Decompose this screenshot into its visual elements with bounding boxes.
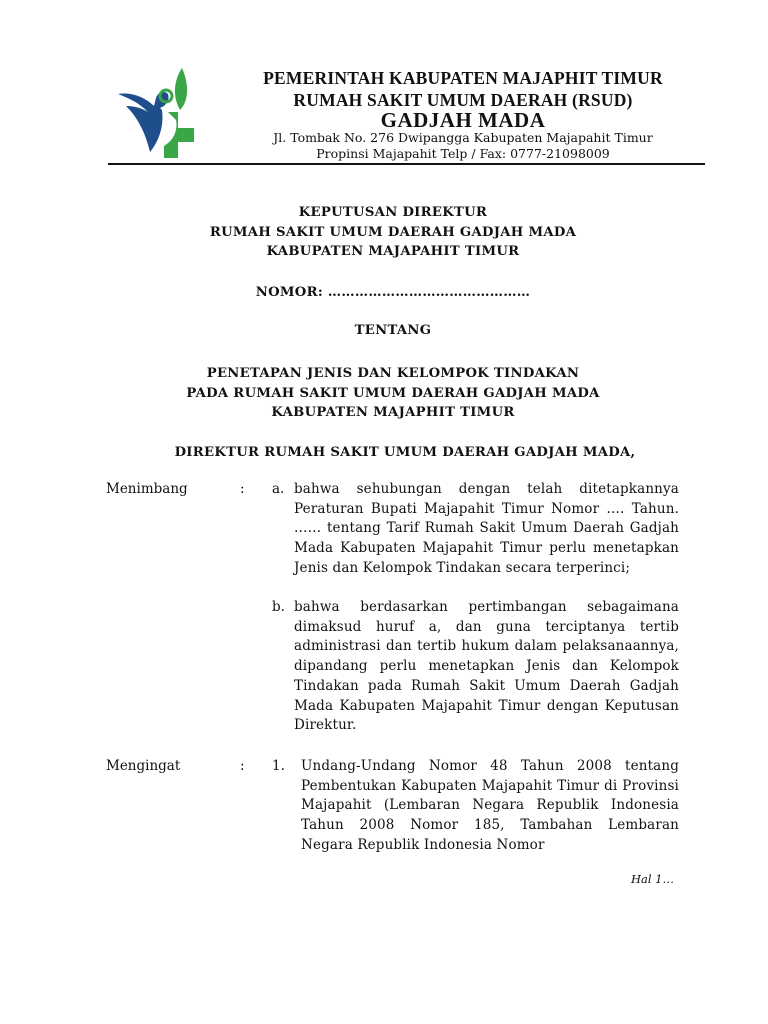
letterhead-address: Jl. Tombak No. 276 Dwipangga Kabupaten Majapahit Timur — [273, 130, 653, 145]
decree-director: DIREKTUR RUMAH SAKIT UMUM DAERAH GADJAH MADA, — [174, 445, 636, 460]
logo-green-cross — [164, 112, 194, 158]
page-number: Hal 1… — [630, 872, 674, 886]
decree-region: KABUPATEN MAJAPAHIT TIMUR — [266, 244, 520, 259]
menimbang-item-a-marker: a. — [272, 481, 285, 497]
menimbang-colon: : — [240, 481, 245, 497]
menimbang-item-a-text: bahwa sehubungan dengan telah ditetapkannya Peraturan Bupati Majapahit Timur Nomor …. Tahun. …… tentang Tarif Rumah Sakit Umum Daerah Gadjah Mada Kabupaten Majapahit Timur perlu menetapkan Jenis dan Kelompok Tindakan secara terperinci; — [294, 481, 679, 576]
menimbang-item-b-text: bahwa berdasarkan pertimbangan sebagaimana dimaksud huruf a, dan guna terciptanya tertib administrasi dan tertib hukum dalam pelaksanaannya, dipandang perlu menetapkan Jenis dan Kelompok Tindakan pada Rumah Sakit Umum Daerah Gadjah Mada Kabupaten Majapahit Timur dengan Keputusan Direktur. — [294, 599, 679, 734]
menimbang-item-b-marker: b. — [272, 599, 285, 615]
letterhead-government: PEMERINTAH KABUPATEN MAJAPHIT TIMUR — [263, 68, 663, 88]
mengingat-colon: : — [240, 758, 245, 774]
letterhead-hospital-name: GADJAH MADA — [380, 108, 546, 132]
letterhead-contact: Propinsi Majapahit Telp / Fax: 0777-21098009 — [316, 146, 610, 161]
decree-institution: RUMAH SAKIT UMUM DAERAH GADJAH MADA — [209, 225, 577, 240]
decree-number: NOMOR: ……………………………………… — [255, 285, 531, 300]
logo-green-leaf — [175, 68, 187, 110]
decree-subject-line2: PADA RUMAH SAKIT UMUM DAERAH GADJAH MADA — [186, 386, 600, 401]
decree-subject-line3: KABUPATEN MAJAPHIT TIMUR — [271, 405, 515, 420]
letterhead-divider — [108, 163, 705, 165]
mengingat-item-1-marker: 1. — [272, 758, 285, 774]
decree-title: KEPUTUSAN DIREKTUR — [298, 205, 488, 220]
mengingat-label: Mengingat — [106, 758, 181, 774]
letterhead-hospital-type: RUMAH SAKIT UMUM DAERAH (RSUD) — [293, 90, 633, 110]
decree-tentang: TENTANG — [354, 323, 432, 338]
mengingat-item-1-text: Undang-Undang Nomor 48 Tahun 2008 tentang Pembentukan Kabupaten Majapahit Timur di Provinsi Majapahit (Lembaran Negara Republik Indonesia Tahun 2008 Nomor 185, Tambahan Lembaran Negara Republik Indonesia Nomor — [301, 758, 679, 853]
menimbang-label: Menimbang — [106, 481, 188, 497]
hospital-logo — [116, 66, 216, 162]
decree-subject-line1: PENETAPAN JENIS DAN KELOMPOK TINDAKAN — [206, 366, 580, 381]
